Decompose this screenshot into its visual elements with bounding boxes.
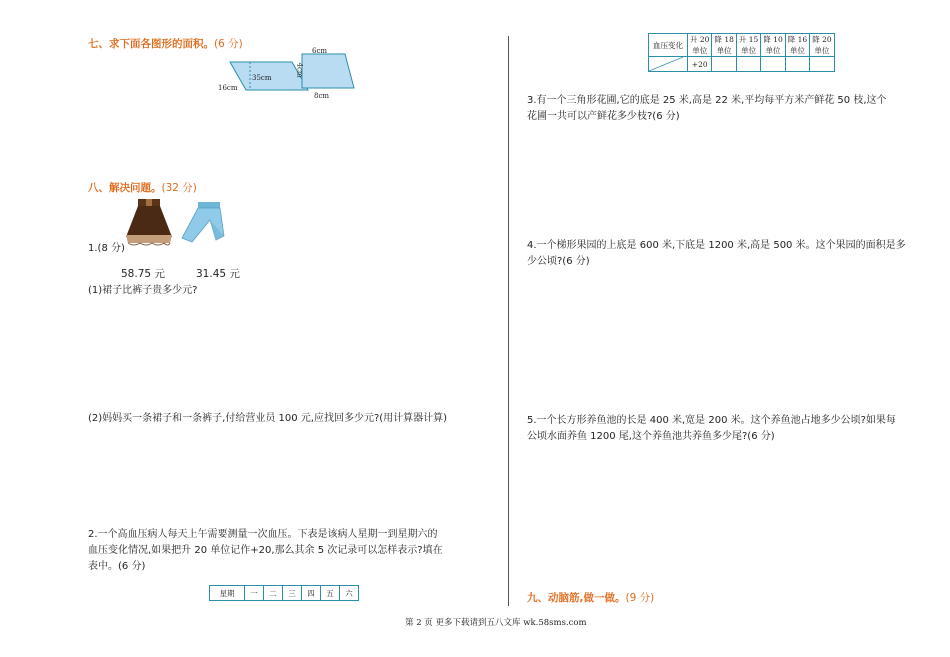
q2-line3: 表中。(6 分) <box>88 561 146 572</box>
diagonal-cell <box>649 57 688 72</box>
bp-table-header <box>209 585 359 601</box>
q4-line2: 少公顷?(6 分) <box>527 256 590 267</box>
change-5-bottom: 单位 <box>789 46 805 55</box>
change-4-top: 降 10 <box>763 35 783 44</box>
change-2-top: 降 18 <box>714 35 734 44</box>
q2-line2: 血压变化情况,如果把升 20 单位记作+20,那么其余 5 次记录可以怎样表示?填在 <box>88 545 443 556</box>
figure2-side-label: 4cm <box>295 62 304 78</box>
day-3: 三 <box>283 586 302 601</box>
change-6 <box>810 34 834 57</box>
answer-6[interactable] <box>810 57 834 72</box>
section-9-title-text: 九、动脑筋,做一做。 <box>527 592 626 604</box>
skirt-image <box>122 197 176 247</box>
q5-line1: 5.一个长方形养鱼池的长是 400 米,宽是 200 米。这个养鱼池占地多少公顷?如果每 <box>527 415 896 426</box>
section-9-title <box>527 590 654 605</box>
change-1 <box>688 34 712 57</box>
q3-line1: 3.有一个三角形花圃,它的底是 25 米,高是 22 米,平均每平方米产鲜花 50 枝,这个 <box>527 95 887 106</box>
pants-image <box>178 200 232 248</box>
q1-label: 1.(8 分) <box>88 243 125 254</box>
section-9-points: (9 分) <box>625 592 655 604</box>
diagonal-line <box>649 57 683 71</box>
answer-3[interactable] <box>736 57 760 72</box>
answer-2[interactable] <box>712 57 736 72</box>
day-6: 六 <box>340 586 359 601</box>
change-6-bottom: 单位 <box>814 46 830 55</box>
change-3-top: 升 15 <box>738 35 759 44</box>
figure1-base-label: 16cm <box>218 84 238 92</box>
section-8-title <box>88 180 197 195</box>
area-figures <box>210 44 360 104</box>
q2-line1: 2.一个高血压病人每天上午需要测量一次血压。下表是该病人星期一到星期六的 <box>88 529 438 540</box>
figure2-base-label: 8cm <box>314 92 330 100</box>
change-3 <box>736 34 760 57</box>
section-8-points: (32 分) <box>161 182 197 194</box>
change-1-bottom: 单位 <box>692 46 708 55</box>
trapezoid-figure <box>302 54 354 88</box>
q3-line2: 花圃一共可以产鲜花多少枝?(6 分) <box>527 111 680 122</box>
q4-line1: 4.一个梯形果园的上底是 600 米,下底是 1200 米,高是 500 米。这个果园的面积是多 <box>527 240 906 251</box>
change-4 <box>761 34 785 57</box>
column-divider <box>508 36 509 606</box>
page-footer: 第 2 页 更多下载请到五八文库 wk.58sms.com <box>405 618 587 628</box>
day-5: 五 <box>321 586 340 601</box>
answer-4[interactable] <box>761 57 785 72</box>
change-1-top: 升 20 <box>690 35 710 44</box>
change-3-bottom: 单位 <box>741 46 757 55</box>
change-5 <box>785 34 809 57</box>
figure2-top-label: 6cm <box>312 47 328 55</box>
section-7-title-text: 七、求下面各图形的面积。 <box>88 38 214 50</box>
q1-sub1: (1)裙子比裤子贵多少元? <box>88 285 198 296</box>
change-5-top: 降 16 <box>787 35 808 44</box>
day-1: 一 <box>245 586 264 601</box>
bp-table <box>648 33 835 72</box>
change-2 <box>712 34 736 57</box>
pants-price: 31.45 元 <box>196 268 240 280</box>
section-7-points: (6 分) <box>214 38 243 50</box>
figure1-height-label: 35cm <box>252 74 272 82</box>
change-2-bottom: 单位 <box>716 46 732 55</box>
q5-line2: 公顷水面养鱼 1200 尾,这个养鱼池共养鱼多少尾?(6 分) <box>527 431 775 442</box>
q1-sub2: (2)妈妈买一条裙子和一条裤子,付给营业员 100 元,应找回多少元?(用计算器计算) <box>88 413 448 424</box>
week-header: 星期 <box>210 586 245 601</box>
answer-5[interactable] <box>785 57 809 72</box>
answer-1[interactable]: +20 <box>688 57 712 72</box>
change-4-bottom: 单位 <box>765 46 781 55</box>
bp-row-label: 血压变化 <box>649 34 688 57</box>
day-4: 四 <box>302 586 321 601</box>
skirt-price: 58.75 元 <box>121 268 165 280</box>
change-6-top: 降 20 <box>812 35 832 44</box>
day-2: 二 <box>264 586 283 601</box>
section-8-title-text: 八、解决问题。 <box>88 182 162 194</box>
